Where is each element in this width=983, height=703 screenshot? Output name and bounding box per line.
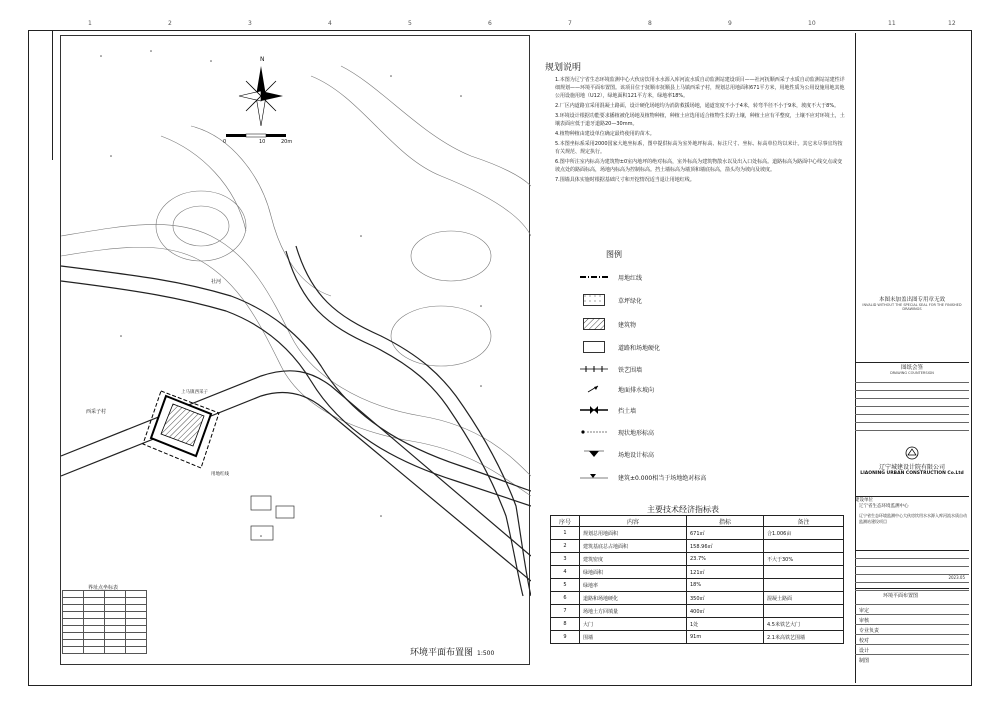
legend-label: 建筑±0.000相当于场地绝对标高 [618,474,707,482]
legend-item [580,470,706,484]
table-row [551,540,844,553]
drawing-scale: 1:500 [477,650,495,657]
existing-buildings [251,496,294,540]
signature-label: 专业负责 [859,628,880,634]
legend-item [580,362,642,376]
table-row [551,618,844,631]
table-cell: 18% [687,579,764,592]
seal-note-text: 本图未加盖出图专用章无效 [878,297,945,303]
table-cell [764,566,844,579]
seal-note [858,295,966,311]
fence-symbol [580,363,608,375]
table-row [551,566,844,579]
table-row [551,631,844,644]
table-cell: 9 [551,631,580,644]
countersign-heading-en: DRAWING COUNTERSIGN [890,371,934,375]
client-label: 建设单位 [855,498,873,503]
legend-label: 地面排水坡向 [618,386,655,394]
map-label: 西采子村 [86,409,107,415]
notes-heading: 规划说明 [545,63,582,73]
company-block [858,446,966,476]
legend-item [580,382,654,396]
table-cell: 158.96㎡ [687,540,764,553]
table-cell: 23.7% [687,553,764,566]
drawing-date: 2023.05 [948,575,965,580]
table-cell: 2.1米高铁艺围墙 [764,631,844,644]
client-name: 辽宁省生态环境监测中心 [859,504,909,509]
table-cell: 4 [551,566,580,579]
ruler-label: 4 [328,20,332,27]
table-cell: 350㎡ [687,592,764,605]
table-cell: 道路和场地硬化 [580,592,687,605]
ruler-label: 1 [88,20,92,27]
ruler-label: 8 [648,20,652,27]
signature-label: 审核 [859,618,870,624]
table-cell: 绿地面积 [580,566,687,579]
left-strip [28,30,53,160]
table-row [551,605,844,618]
legend-label: 场地设计标高 [618,451,655,459]
table-row [551,592,844,605]
planning-notes [545,60,845,186]
table-cell: 5 [551,579,580,592]
legend-item [580,317,636,331]
redline-symbol [580,271,608,283]
table-cell: 大门 [580,618,687,631]
project-name: 辽宁省生态环境监测中心大伙房饮用水水源入库河流水质自动监测站建设项目 [859,513,967,524]
signature-label: 校对 [859,638,870,644]
table-cell: 绿地率 [580,579,687,592]
client-section [855,496,969,525]
table-cell [764,579,844,592]
table-cell: 场地土方回填量 [580,605,687,618]
company-name-en: LIAONING URBAN CONSTRUCTION Co.Ltd [860,471,964,476]
table-cell: 400㎡ [687,605,764,618]
countersign-section [855,362,969,431]
table-cell: 91m [687,631,764,644]
map-label: 社河 [211,279,222,285]
column-header: 序号 [551,516,580,527]
retaining-wall-symbol [580,404,608,416]
north-arrow-icon [239,66,283,126]
note-item: 3.环境设计根据功能要求播植被化场地及植物种植，种植土应选用适合植物生长的土壤，种植土应有平整度，土壤不应对环境土，土壤表面应低于道牙道路20—30mm。 [555,113,845,127]
existing-elevation-symbol [580,426,608,438]
map-label: 用地红线 [211,472,229,477]
ruler-label: 12 [948,20,956,27]
table-cell: 围墙 [580,631,687,644]
legend-label: 道路和场地硬化 [618,344,661,352]
legend-label: 用地红线 [618,274,643,282]
legend-label: 挡土墙 [618,407,637,415]
table-cell: 建筑基底总占地面积 [580,540,687,553]
indicator-table [550,515,844,644]
indicator-table-title: 主要技术经济指标表 [647,505,719,514]
signature-label: 设计 [859,648,870,654]
table-cell: 1处 [687,618,764,631]
drawing-title-text: 环境平面布置图 [410,648,474,658]
legend-heading: 图例 [606,250,622,259]
table-cell [764,605,844,618]
column-header: 备注 [764,516,844,527]
scale-label-2: 20m [281,139,293,145]
scale-bar [226,134,286,137]
note-item: 7.围墙具体实施时根据基础尺寸和开挖情况适当退让用地红线。 [555,177,695,183]
drawing-info [855,550,969,591]
legend-label: 现状地形标高 [618,429,655,437]
road-lines [61,246,531,596]
top-ruler [28,20,972,30]
table-cell: 混凝土路面 [764,592,844,605]
ruler-label: 2 [168,20,172,27]
legend-item [580,447,654,461]
table-row [551,579,844,592]
table-cell: 8 [551,618,580,631]
legend-item [580,403,636,417]
note-item: 6.图中所注室内标高为建筑物±0室内地坪的绝对标高，室外标高为建筑物散水以及出入口处标高。道路标高为路面中心线交点或变坡点处的路面标高，场地内标高为控制标高。挡土墙标高为墙顶和墙底标高，箭头均为坡向及坡度。 [555,159,843,173]
coord-table [62,590,147,654]
legend-item [580,340,660,354]
seal-note-en: INVALID WITHOUT THE SPECIAL SEAL FOR THE FINISHED DRAWINGS [862,303,962,311]
countersign-heading: 图纸会签 [900,365,923,371]
scale-label-0: 0 [223,139,227,145]
table-row [551,553,844,566]
column-header: 指标 [687,516,764,527]
site-building [143,391,219,468]
note-item: 5.本图坐标系采用2000国家大地坐标系，图中提供标高为室外地坪标高、标注尺寸、坐标、标高单位均以米计。其它未尽事宜均按有关规范、规定执行。 [555,141,843,155]
map-label: 上马镇西采子 [181,390,208,395]
north-label: N [260,56,265,63]
table-cell: 121㎡ [687,566,764,579]
site-plan-drawing [61,36,531,666]
site-plan-map [60,35,530,665]
contour-lines [61,66,531,496]
column-header: 内容 [580,516,687,527]
road-symbol [580,341,608,353]
table-row [551,527,844,540]
coord-table-title: 界址点坐标表 [88,585,119,591]
ruler-label: 10 [808,20,816,27]
drawing-name: 环境平面布置图 [883,593,919,599]
drawing-name-section [855,588,969,603]
table-cell: 6 [551,592,580,605]
ruler-label: 3 [248,20,252,27]
signature-row [855,654,969,665]
note-item: 2.厂区内道路宜采用混凝土路面，设计硬化场地均为消防救援场地，通道宽度不小于4米，转弯半径不小于9米，坡度不大于8%。 [555,103,840,109]
table-cell [764,540,844,553]
table-cell: 不大于30% [764,553,844,566]
survey-points [100,50,482,537]
legend-item [580,425,654,439]
ruler-label: 6 [488,20,492,27]
ruler-label: 5 [408,20,412,27]
lawn-symbol [580,294,608,306]
table-cell: 合1.006亩 [764,527,844,540]
scale-label-1: 10 [259,139,266,145]
ruler-label: 7 [568,20,572,27]
company-name: 辽宁城建设计院有限公司 [878,464,945,471]
table-cell: 4.5米铁艺大门 [764,618,844,631]
table-cell: 规划总用地面积 [580,527,687,540]
note-item: 4.植物种植由建设单位确定最终使用的苗木。 [555,131,655,137]
signature-label: 制图 [859,658,870,664]
legend-label: 建筑物 [618,321,637,329]
building-symbol [580,318,608,330]
legend-label: 铁艺围墙 [618,366,643,374]
signature-label: 审定 [859,608,870,614]
table-cell: 3 [551,553,580,566]
company-logo-icon [903,446,921,460]
table-cell: 2 [551,540,580,553]
drawing-title [410,645,494,658]
table-cell: 671㎡ [687,527,764,540]
design-elevation-symbol [580,448,608,460]
table-cell: 7 [551,605,580,618]
ruler-label: 11 [888,20,896,27]
legend-label: 草坪绿化 [618,297,643,305]
table-cell: 1 [551,527,580,540]
legend-item [580,270,642,284]
ruler-label: 9 [728,20,732,27]
drainage-symbol [580,383,608,395]
table-cell: 建筑密度 [580,553,687,566]
absolute-elevation-symbol [580,471,608,483]
legend-item [580,293,642,307]
note-item: 1.本图为辽宁省生态环境监测中心大伙房饮用水水源入库河流水质自动监测站建设项目——社河抚顺西采子水质自动监测站站建性详细规划——环境平面布置图。该项目位于抚顺市抚顺县上马镇西采子村，规划总用地面积671平方米，用地性质为公用设施用地其他公用设施用地（U12），绿地面积121平方米，绿地率18%。 [555,77,845,99]
